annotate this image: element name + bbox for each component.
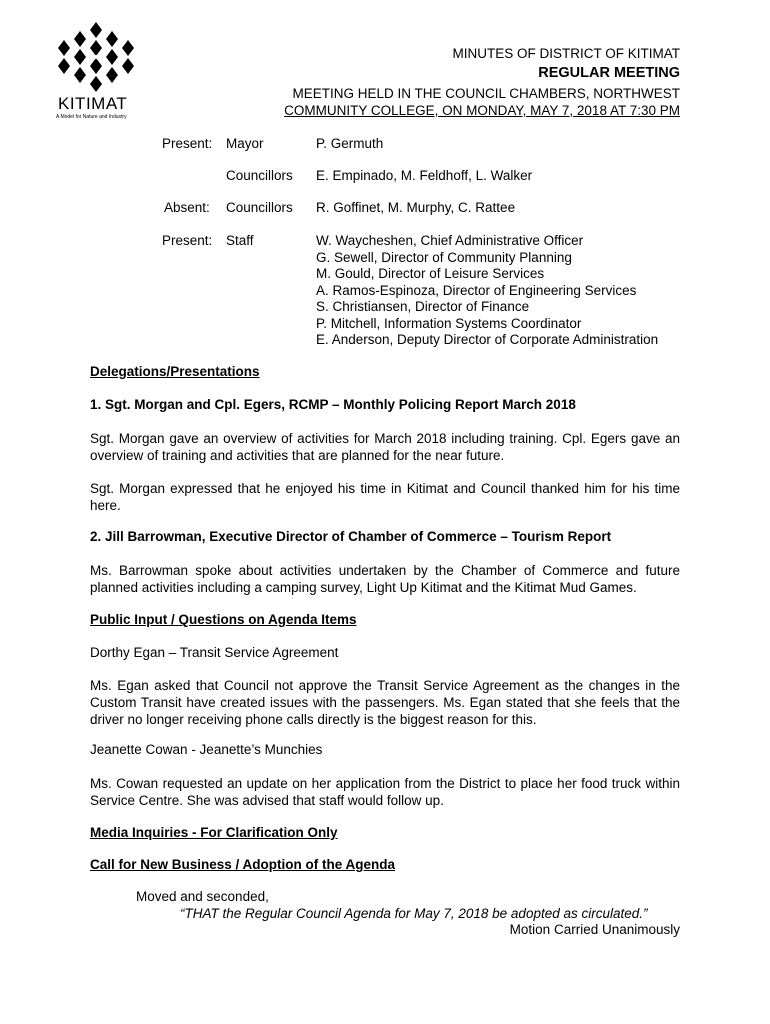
staff-member: M. Gould, Director of Leisure Services	[316, 266, 545, 281]
staff-role: Staff	[226, 233, 254, 248]
mayor-role: Mayor	[226, 136, 264, 151]
item-2-paragraph: Ms. Barrowman spoke about activities undertaken by the Chamber of Commerce and future planned activities including a camping survey, Light Up Kitimat and the Kitimat Mud Games.	[90, 563, 680, 595]
absent-role: Councillors	[226, 200, 293, 215]
header-line-4: COMMUNITY COLLEGE, ON MONDAY, MAY 7, 2018 AT 7:30 PM	[284, 103, 680, 118]
staff-member: A. Ramos-Espinoza, Director of Engineering Services	[316, 282, 637, 298]
moved-text: Moved and seconded,	[136, 889, 269, 904]
motion-result: Motion Carried Unanimously	[509, 922, 680, 937]
egan-title: Dorthy Egan – Transit Service Agreement	[90, 645, 339, 660]
staff-member: W. Waycheshen, Chief Administrative Officer	[316, 233, 584, 248]
item-1-paragraph-1: Sgt. Morgan gave an overview of activities for March 2018 including training. Cpl. Egers gave an overview of training and activities that are planned for the near future.	[90, 431, 680, 463]
egan-paragraph: Ms. Egan asked that Council not approve the Transit Service Agreement as the changes in the Custom Transit have created issues with the passengers. Ms. Egan stated that she feels that the driver no longer receiving phone calls directly is the biggest reason for this.	[90, 678, 680, 727]
staff-member: E. Anderson, Deputy Director of Corporate Administration	[316, 332, 659, 347]
item-1-title: 1. Sgt. Morgan and Cpl. Egers, RCMP – Monthly Policing Report March 2018	[90, 397, 576, 412]
cowan-title: Jeanette Cowan - Jeanette’s Munchies	[90, 742, 323, 757]
cowan-paragraph: Ms. Cowan requested an update on her application from the District to place her food truck within Service Centre. She was advised that staff would follow up.	[90, 776, 680, 808]
header-line-3: MEETING HELD IN THE COUNCIL CHAMBERS, NORTHWEST	[292, 86, 680, 101]
kitimat-logo	[52, 18, 140, 122]
header-title: REGULAR MEETING	[538, 65, 680, 81]
staff-member: P. Mitchell, Information Systems Coordinator	[316, 315, 582, 331]
snowflake-icon	[52, 18, 140, 94]
staff-list	[316, 233, 658, 349]
delegations-heading: Delegations/Presentations	[90, 364, 260, 379]
councillors-names: E. Empinado, M. Feldhoff, L. Walker	[316, 168, 533, 183]
media-heading: Media Inquiries - For Clarification Only	[90, 825, 338, 840]
councillors-role: Councillors	[226, 168, 293, 183]
staff-member: S. Christiansen, Director of Finance	[316, 299, 530, 314]
absent-names: R. Goffinet, M. Murphy, C. Rattee	[316, 200, 516, 215]
header-line-1: MINUTES OF DISTRICT OF KITIMAT	[452, 46, 680, 61]
public-input-heading: Public Input / Questions on Agenda Items	[90, 612, 357, 627]
motion-text: “THAT the Regular Council Agenda for May 7, 2018 be adopted as circulated.”	[180, 906, 648, 921]
mayor-name: P. Germuth	[316, 136, 384, 151]
present-staff-label: Present:	[162, 233, 213, 248]
logo-name: KITIMAT	[58, 94, 128, 113]
logo-tagline: A Model for Nature and Industry	[56, 114, 127, 120]
present-label: Present:	[162, 136, 213, 151]
item-1-paragraph-2: Sgt. Morgan expressed that he enjoyed his time in Kitimat and Council thanked him for his time here.	[90, 481, 680, 513]
item-2-title: 2. Jill Barrowman, Executive Director of Chamber of Commerce – Tourism Report	[90, 529, 612, 544]
new-business-heading: Call for New Business / Adoption of the Agenda	[90, 857, 396, 872]
staff-member: G. Sewell, Director of Community Planning	[316, 249, 572, 265]
absent-label: Absent:	[164, 200, 210, 215]
